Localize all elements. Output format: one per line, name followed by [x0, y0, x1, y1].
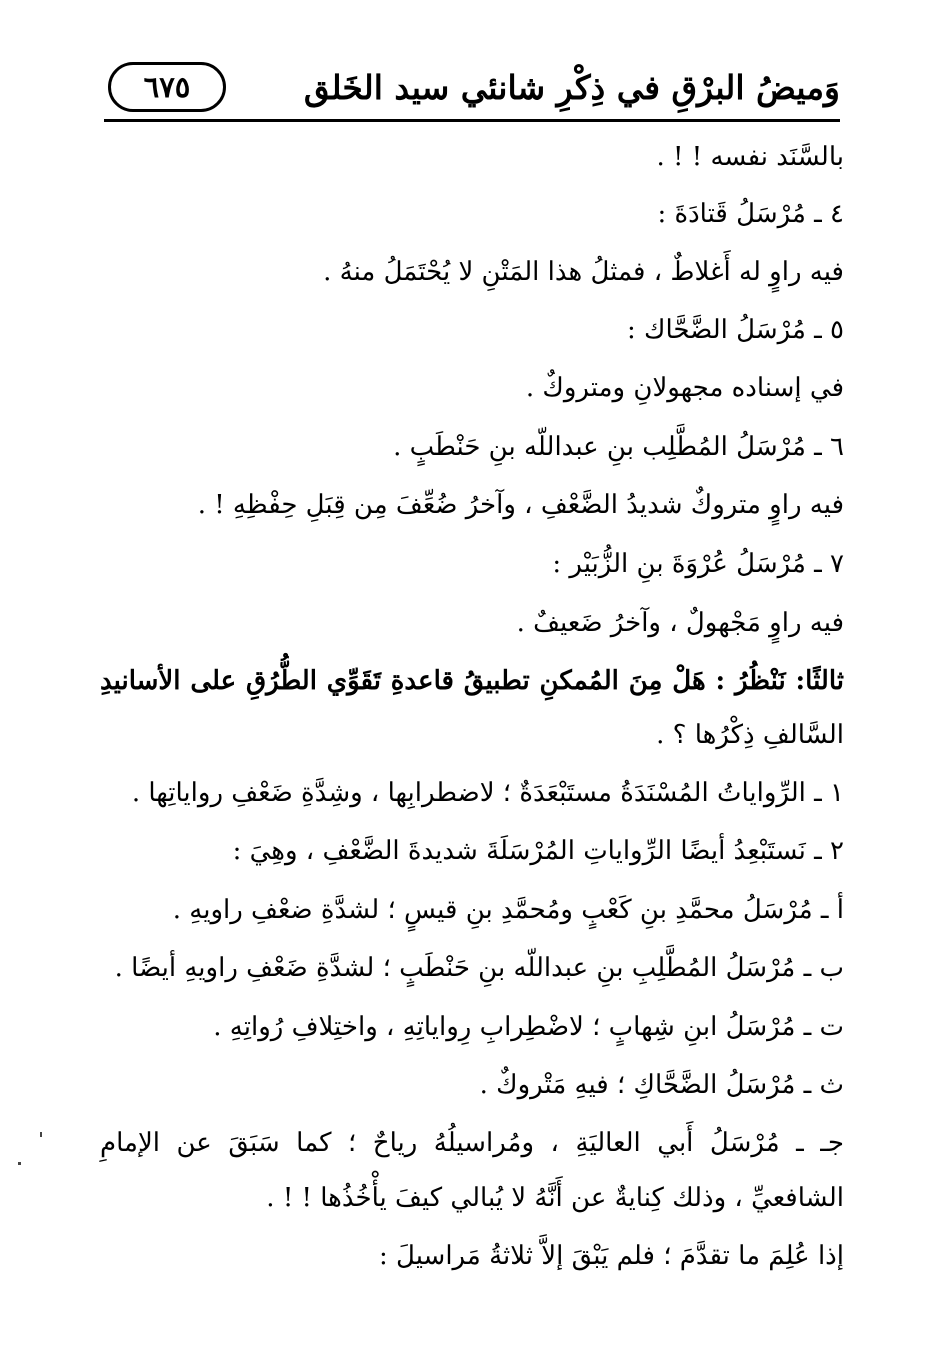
- text-line: ٦ ـ مُرْسَلُ المُطَّلِب بنِ عبداللّه بنِ حَنْطَبٍ .: [393, 432, 844, 462]
- text-line: ٢ ـ نَستَبْعِدُ أيضًا الرِّواياتِ المُرْسَلَةَ شديدةَ الضَّعْفِ ، وهِيَ :: [232, 836, 844, 866]
- margin-speck: [40, 1132, 42, 1137]
- text-line: الشافعيِّ ، وذلك كِنايةٌ عن أَنَّهُ لا يُبالي كيفَ يأْخُذُها ! ! .: [266, 1183, 844, 1213]
- text-line: في إسناده مجهولانِ ومتروكٌ .: [525, 373, 844, 403]
- text-line: ث ـ مُرْسَلُ الضَّحَّاكِ ؛ فيهِ مَتْروكٌ .: [479, 1070, 844, 1100]
- text-line: ت ـ مُرْسَلُ ابنِ شِهابٍ ؛ لاضْطِرابِ رِواياتِهِ ، واختِلافِ رُواتِهِ .: [213, 1012, 844, 1042]
- text-line: جـ ـ مُرْسَلُ أَبي العاليَةِ ، ومُراسيلُهُ رياحٌ ؛ كما سَبَقَ عن الإمامِ: [100, 1128, 844, 1158]
- text-line: ثالثًا: نَنْظُرُ : هَلْ مِنَ المُمكنِ تطبيقُ قاعدةِ تَقَوِّي الطُّرُقِ على الأسانيدِ: [100, 666, 844, 696]
- text-line: ٤ ـ مُرْسَلُ قَتادَةَ :: [657, 199, 844, 229]
- text-line: فيه راوٍ متروكٌ شديدُ الضَّعْفِ ، وآخرُ ضُعِّفَ مِن قِبَلِ حِفْظِهِ ! .: [197, 490, 844, 520]
- text-line: فيه راوٍ له أَغلاطٌ ، فمثلُ هذا المَتْنِ لا يُحْتَمَلُ منهُ .: [323, 257, 844, 287]
- running-header: [104, 58, 840, 120]
- text-line: ب ـ مُرْسَلُ المُطَّلِبِ بنِ عبداللّه بنِ حَنْطَبٍ ؛ لشدَّةِ ضَعْفِ راويهِ أيضًا .: [114, 953, 844, 983]
- text-line: إذا عُلِمَ ما تقدَّمَ ؛ فلم يَبْقَ إلاَّ ثلاثةُ مَراسيلَ :: [378, 1241, 844, 1271]
- text-line: فيه راوٍ مَجْهولٌ ، وآخرُ ضَعيفٌ .: [516, 608, 844, 638]
- margin-speck: [18, 1162, 21, 1165]
- text-line: بالسَّنَد نفسه ! ! .: [656, 142, 844, 172]
- text-line: ٧ ـ مُرْسَلُ عُرْوَةَ بنِ الزُّبَيْر :: [552, 549, 844, 579]
- page-number: ٦٧٥: [108, 62, 226, 112]
- text-line: أ ـ مُرْسَلُ محمَّدِ بنِ كَعْبٍ ومُحمَّدِ بنِ قيسٍ ؛ لشدَّةِ ضعْفِ راويهِ .: [172, 895, 844, 925]
- text-line: ١ ـ الرِّواياتُ المُسْنَدَةُ مستَبْعَدَةٌ ؛ لاضطرابِها ، وشِدَّةِ ضَعْفِ رواياتِها .: [131, 778, 844, 808]
- running-title: وَميضُ البرْقِ في ذِكْرِ شانئي سيد الخَلق: [303, 68, 840, 107]
- header-rule: [104, 119, 840, 122]
- text-line: ٥ ـ مُرْسَلُ الضَّحَّاك :: [627, 315, 844, 345]
- text-line: السَّالفِ ذِكْرُها ؟ .: [656, 720, 844, 750]
